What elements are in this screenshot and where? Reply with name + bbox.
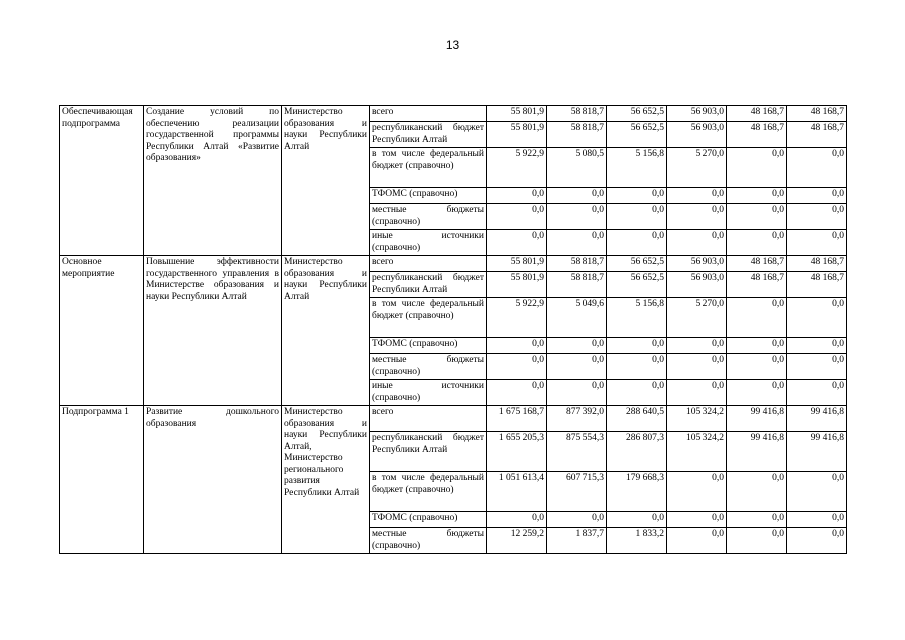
amount-cell: 99 416,8: [727, 406, 787, 432]
amount-cell: 56 652,5: [607, 256, 667, 272]
amount-cell: 56 903,0: [667, 272, 727, 298]
amount-cell: 0,0: [727, 472, 787, 512]
amount-cell: 5 156,8: [607, 298, 667, 338]
amount-cell: 0,0: [727, 338, 787, 354]
funding-source: ТФОМС (справочно): [370, 338, 487, 354]
amount-cell: 0,0: [727, 354, 787, 380]
amount-cell: 0,0: [787, 472, 847, 512]
amount-cell: 5 049,6: [547, 298, 607, 338]
funding-source: местные бюджеты (справочно): [370, 354, 487, 380]
amount-cell: 0,0: [487, 188, 547, 204]
amount-cell: 0,0: [487, 380, 547, 406]
funding-source: местные бюджеты (справочно): [370, 204, 487, 230]
section-executor: Министерство образования и науки Республики Алтай, Министерство регионального развития Республики Алтай: [282, 406, 370, 554]
amount-cell: 105 324,2: [667, 432, 727, 472]
section-name: Основное мероприятие: [60, 256, 144, 406]
section-goal: Повышение эффективности государственного управления в Министерстве образования и науки Республики Алтай: [144, 256, 282, 406]
amount-cell: 5 270,0: [667, 148, 727, 188]
amount-cell: 48 168,7: [727, 106, 787, 122]
amount-cell: 0,0: [727, 512, 787, 528]
amount-cell: 0,0: [667, 204, 727, 230]
amount-cell: 0,0: [667, 380, 727, 406]
amount-cell: 1 837,7: [547, 528, 607, 554]
funding-source: республиканский бюджет Республики Алтай: [370, 122, 487, 148]
amount-cell: 58 818,7: [547, 272, 607, 298]
amount-cell: 99 416,8: [727, 432, 787, 472]
amount-cell: 0,0: [607, 204, 667, 230]
amount-cell: 56 652,5: [607, 106, 667, 122]
funding-source: ТФОМС (справочно): [370, 512, 487, 528]
amount-cell: 0,0: [547, 512, 607, 528]
amount-cell: 5 156,8: [607, 148, 667, 188]
funding-source: ТФОМС (справочно): [370, 188, 487, 204]
amount-cell: 0,0: [487, 338, 547, 354]
amount-cell: 0,0: [787, 230, 847, 256]
section-goal: Развитие дошкольного образования: [144, 406, 282, 554]
funding-source: республиканский бюджет Республики Алтай: [370, 432, 487, 472]
amount-cell: 0,0: [727, 528, 787, 554]
amount-cell: 0,0: [607, 380, 667, 406]
funding-source: иные источники (справочно): [370, 380, 487, 406]
amount-cell: 58 818,7: [547, 256, 607, 272]
amount-cell: 0,0: [667, 528, 727, 554]
amount-cell: 58 818,7: [547, 122, 607, 148]
section-executor: Министерство образования и науки Республики Алтай: [282, 106, 370, 256]
amount-cell: 0,0: [547, 204, 607, 230]
amount-cell: 1 675 168,7: [487, 406, 547, 432]
funding-table: [59, 105, 847, 554]
amount-cell: 0,0: [787, 204, 847, 230]
amount-cell: 0,0: [727, 230, 787, 256]
amount-cell: 0,0: [787, 338, 847, 354]
amount-cell: 58 818,7: [547, 106, 607, 122]
amount-cell: 48 168,7: [727, 256, 787, 272]
amount-cell: 56 652,5: [607, 272, 667, 298]
funding-source: всего: [370, 106, 487, 122]
amount-cell: 0,0: [487, 354, 547, 380]
amount-cell: 0,0: [727, 380, 787, 406]
amount-cell: 286 807,3: [607, 432, 667, 472]
amount-cell: 0,0: [547, 338, 607, 354]
amount-cell: 0,0: [547, 188, 607, 204]
table-row: [60, 256, 847, 272]
amount-cell: 0,0: [667, 230, 727, 256]
amount-cell: 0,0: [607, 512, 667, 528]
table-row: [60, 106, 847, 122]
funding-source: иные источники (справочно): [370, 230, 487, 256]
amount-cell: 99 416,8: [787, 432, 847, 472]
amount-cell: 0,0: [607, 230, 667, 256]
page-number: 13: [445, 38, 460, 52]
amount-cell: 1 051 613,4: [487, 472, 547, 512]
amount-cell: 0,0: [667, 512, 727, 528]
amount-cell: 55 801,9: [487, 122, 547, 148]
amount-cell: 0,0: [727, 148, 787, 188]
amount-cell: 0,0: [727, 188, 787, 204]
amount-cell: 56 652,5: [607, 122, 667, 148]
amount-cell: 5 270,0: [667, 298, 727, 338]
section-executor: Министерство образования и науки Республики Алтай: [282, 256, 370, 406]
amount-cell: 0,0: [787, 354, 847, 380]
section-goal: Создание условий по обеспечению реализации государственной программы Республики Алтай «Развитие образования»: [144, 106, 282, 256]
funding-source: в том числе федеральный бюджет (справочно): [370, 472, 487, 512]
amount-cell: 56 903,0: [667, 122, 727, 148]
funding-source: в том числе федеральный бюджет (справочно): [370, 298, 487, 338]
amount-cell: 0,0: [487, 204, 547, 230]
amount-cell: 877 392,0: [547, 406, 607, 432]
funding-source: в том числе федеральный бюджет (справочно): [370, 148, 487, 188]
amount-cell: 48 168,7: [787, 106, 847, 122]
funding-source: всего: [370, 406, 487, 432]
funding-source: местные бюджеты (справочно): [370, 528, 487, 554]
amount-cell: 5 080,5: [547, 148, 607, 188]
amount-cell: 0,0: [727, 298, 787, 338]
amount-cell: 0,0: [667, 188, 727, 204]
amount-cell: 48 168,7: [727, 122, 787, 148]
amount-cell: 0,0: [787, 148, 847, 188]
amount-cell: 0,0: [787, 512, 847, 528]
amount-cell: 875 554,3: [547, 432, 607, 472]
amount-cell: 607 715,3: [547, 472, 607, 512]
funding-source: всего: [370, 256, 487, 272]
amount-cell: 0,0: [667, 472, 727, 512]
amount-cell: 55 801,9: [487, 106, 547, 122]
amount-cell: 56 903,0: [667, 106, 727, 122]
amount-cell: 0,0: [607, 338, 667, 354]
amount-cell: 48 168,7: [727, 272, 787, 298]
amount-cell: 0,0: [547, 354, 607, 380]
amount-cell: 0,0: [727, 204, 787, 230]
amount-cell: 56 903,0: [667, 256, 727, 272]
amount-cell: 0,0: [547, 380, 607, 406]
amount-cell: 0,0: [607, 188, 667, 204]
table-row: [60, 406, 847, 432]
amount-cell: 0,0: [787, 298, 847, 338]
section-name: Обеспечивающая подпрограмма: [60, 106, 144, 256]
amount-cell: 105 324,2: [667, 406, 727, 432]
amount-cell: 0,0: [667, 338, 727, 354]
amount-cell: 0,0: [487, 512, 547, 528]
amount-cell: 55 801,9: [487, 256, 547, 272]
amount-cell: 5 922,9: [487, 148, 547, 188]
funding-source: республиканский бюджет Республики Алтай: [370, 272, 487, 298]
amount-cell: 0,0: [787, 188, 847, 204]
amount-cell: 0,0: [487, 230, 547, 256]
amount-cell: 0,0: [607, 354, 667, 380]
amount-cell: 1 833,2: [607, 528, 667, 554]
amount-cell: 179 668,3: [607, 472, 667, 512]
amount-cell: 0,0: [787, 380, 847, 406]
amount-cell: 48 168,7: [787, 272, 847, 298]
amount-cell: 1 655 205,3: [487, 432, 547, 472]
amount-cell: 55 801,9: [487, 272, 547, 298]
amount-cell: 5 922,9: [487, 298, 547, 338]
section-name: Подпрограмма 1: [60, 406, 144, 554]
amount-cell: 0,0: [547, 230, 607, 256]
amount-cell: 0,0: [667, 354, 727, 380]
amount-cell: 12 259,2: [487, 528, 547, 554]
amount-cell: 48 168,7: [787, 122, 847, 148]
amount-cell: 288 640,5: [607, 406, 667, 432]
amount-cell: 48 168,7: [787, 256, 847, 272]
amount-cell: 0,0: [787, 528, 847, 554]
amount-cell: 99 416,8: [787, 406, 847, 432]
